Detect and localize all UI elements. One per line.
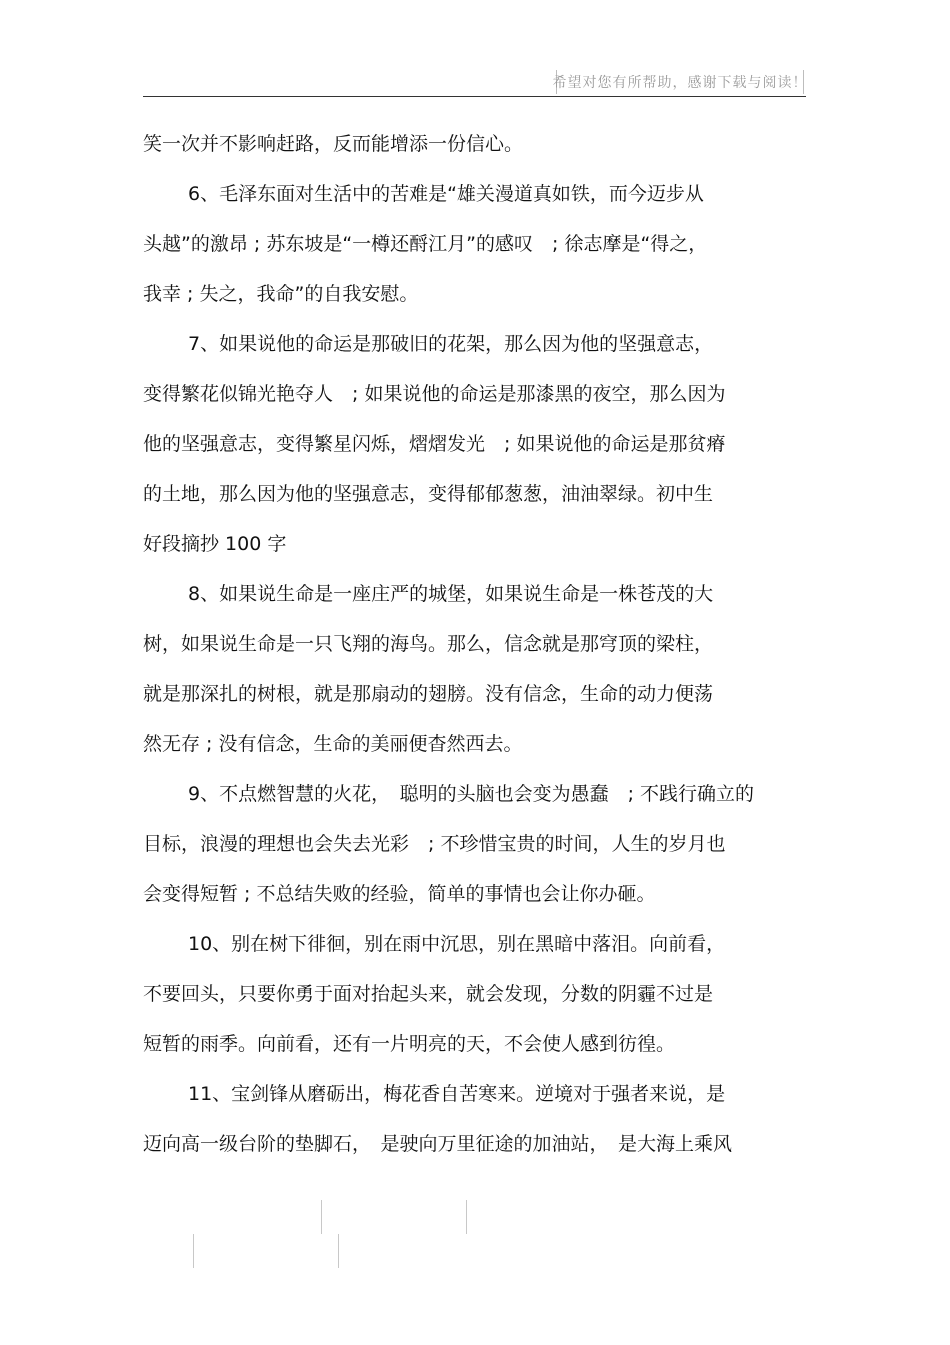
document-body	[143, 119, 808, 1169]
text-line: 短暂的雨季。向前看，还有一片明亮的天，不会使人感到彷徨。	[143, 1033, 676, 1055]
paragraph-start-line: 9、不点燃智慧的火花， 聪明的头脑也会变为愚蠢 ; 不践行确立的	[188, 783, 755, 805]
text-line: 我幸 ; 失之，我命”的自我安慰。	[143, 283, 419, 305]
text-line: 不要回头，只要你勇于面对抬起头来，就会发现，分数的阴霾不过是	[143, 983, 714, 1005]
text-line: 然无存 ; 没有信念，生命的美丽便杳然西去。	[143, 733, 523, 755]
text-line: 树，如果说生命是一只飞翔的海鸟。那么，信念就是那穹顶的梁柱，	[143, 633, 714, 655]
scan-artifact-line	[321, 1200, 322, 1234]
page-header-note	[552, 70, 808, 94]
scan-artifact-line	[338, 1234, 339, 1268]
text-line: 笑一次并不影响赶路，反而能增添一份信心。	[143, 133, 524, 155]
header-note-text: 希望对您有所帮助，感谢下载与阅读！	[552, 75, 808, 91]
text-line: 的土地，那么因为他的坚强意志，变得郁郁葱葱，油油翠绿。初中生	[143, 483, 714, 505]
text-line: 就是那深扎的树根，就是那扇动的翅膀。没有信念，生命的动力便荡	[143, 683, 714, 705]
paragraph-start-line: 11、宝剑锋从磨砺出，梅花香自苦寒来。逆境对于强者来说，是	[188, 1083, 726, 1105]
paragraph-start-line: 10、别在树下徘徊，别在雨中沉思，别在黑暗中落泪。向前看，	[188, 933, 726, 955]
paragraph-start-line: 6、毛泽东面对生活中的苦难是“雄关漫道真如铁，而今迈步从	[188, 183, 704, 205]
text-line: 头越”的激昂 ; 苏东坡是“一樽还酹江月”的感叹 ; 徐志摩是“得之，	[143, 233, 708, 255]
text-line: 会变得短暂 ; 不总结失败的经验，简单的事情也会让你办砸。	[143, 883, 656, 905]
scan-artifact-line	[466, 1200, 467, 1234]
paragraph-start-line: 7、如果说他的命运是那破旧的花架，那么因为他的坚强意志，	[188, 333, 714, 355]
text-line: 好段摘抄 100 字	[143, 533, 287, 555]
paragraph-start-line: 8、如果说生命是一座庄严的城堡，如果说生命是一株苍茂的大	[188, 583, 714, 605]
text-line: 变得繁花似锦光艳夺人 ; 如果说他的命运是那漆黑的夜空，那么因为	[143, 383, 726, 405]
text-line: 他的坚强意志，变得繁星闪烁，熠熠发光 ; 如果说他的命运是那贫瘠	[143, 433, 726, 455]
text-line: 目标，浪漫的理想也会失去光彩 ; 不珍惜宝贵的时间，人生的岁月也	[143, 833, 726, 855]
scan-artifact-line	[193, 1234, 194, 1268]
text-line: 迈向高一级台阶的垫脚石， 是驶向万里征途的加油站， 是大海上乘风	[143, 1133, 733, 1155]
header-divider	[143, 96, 806, 97]
